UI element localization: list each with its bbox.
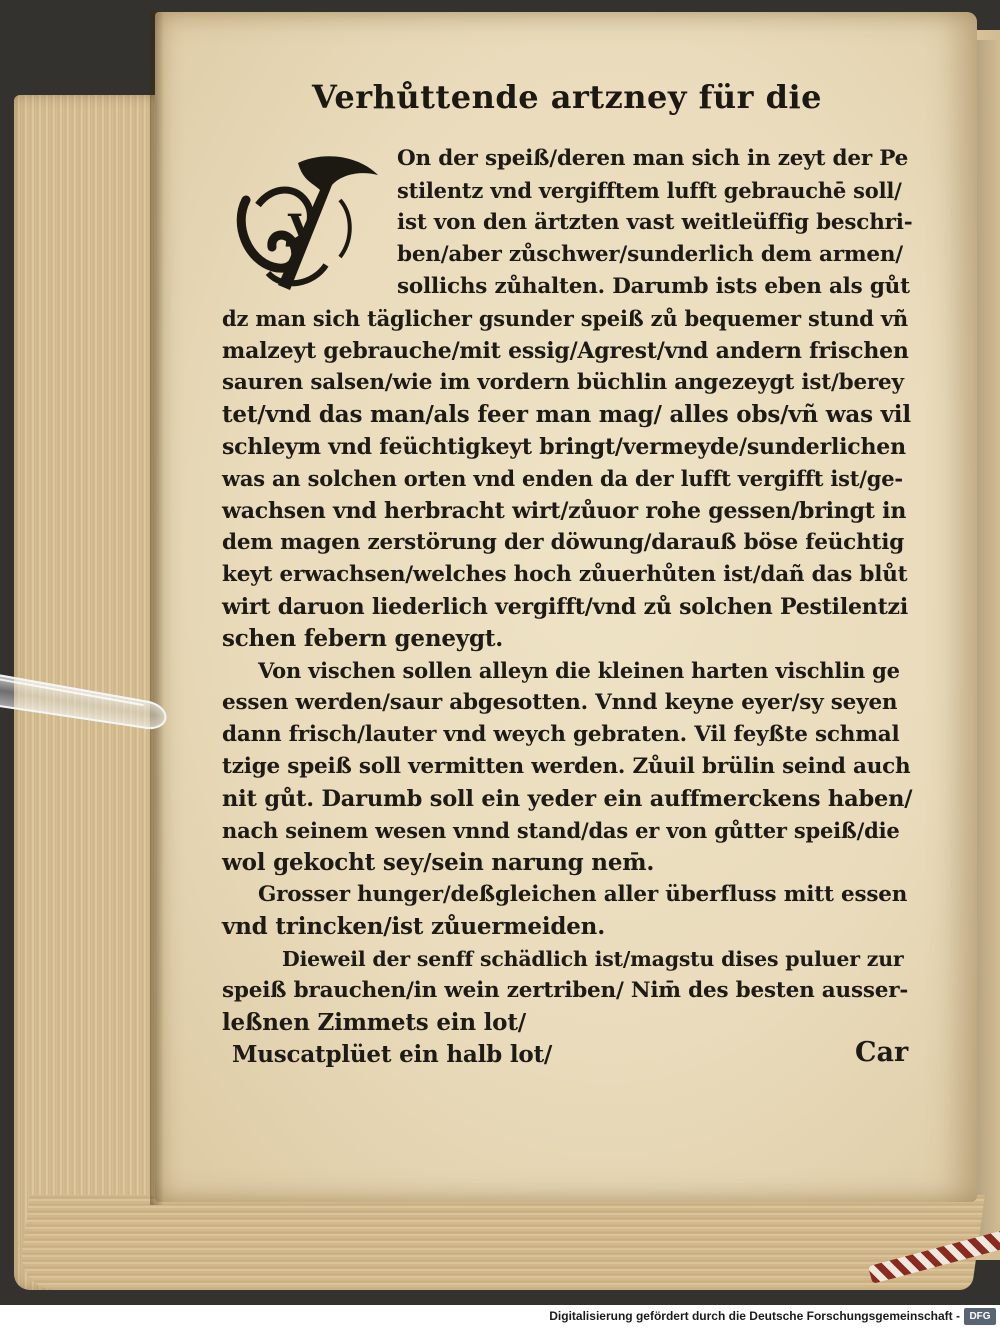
text-line-10: schleym vnd feüchtigkeyt bringt/vermeyde/sunderlichen (222, 434, 906, 460)
text-line-5: sollichs zůhalten. Darumb ists eben als gůt (397, 274, 910, 299)
text-line-12: wachsen vnd herbracht wirt/zůuor rohe gessen/bringt in (222, 498, 907, 524)
text-line-15: wirt daruon liederlich vergifft/vnd zů solchen Pestilentzi (222, 594, 908, 620)
text-line-26: Dieweil der senff schädlich ist/magstu dises puluer zur (282, 947, 904, 971)
page-block-bottom (17, 1195, 985, 1290)
text-line-18: essen werden/saur abgesotten. Vnnd keyne eyer/sy seyen (222, 690, 898, 715)
gutter-shadow (150, 10, 164, 1205)
text-line-22: nach seinem wesen vnnd stand/das er von gůtter speiß/die (222, 818, 900, 843)
text-line-23: wol gekocht sey/sein narung nem̄. (222, 849, 655, 876)
text-line-17: Von vischen sollen alleyn die kleinen harten vischlin ge (258, 658, 900, 683)
text-line-19: dann frisch/lauter vnd weych gebraten. Vil feyßte schmal (222, 722, 900, 747)
text-line-9: tet/vnd das man/als feer man mag/ alles obs/vñ was vil (222, 401, 911, 428)
text-line-29: Muscatplüet ein halb lot/ (232, 1041, 553, 1068)
text-line-21: nit gůt. Darumb soll ein yeder ein auffmerckens haben/ (222, 786, 913, 812)
text-line-20: tzige speiß soll vermitten werden. Zůuil brülin seind auch (222, 754, 911, 779)
initial-letter: V (288, 206, 320, 253)
catchword: Car (855, 1037, 909, 1068)
text-line-28: leßnen Zimmets ein lot/ (222, 1009, 526, 1036)
text-line-13: dem magen zerstörung der döwung/darauß böse feüchtig (222, 530, 905, 555)
funding-credit: Digitalisierung gefördert durch die Deutsche Forschungsgemeinschaft - (549, 1309, 960, 1323)
text-line-16: schen febern geneygt. (222, 625, 504, 652)
text-line-27: speiß brauchen/in wein zertriben/ Nim̄ des besten ausser- (222, 978, 909, 1003)
dfg-logo[interactable]: DFG (964, 1308, 996, 1325)
decorated-initial-v (228, 145, 383, 300)
text-line-25: vnd trincken/ist zůuermeiden. (222, 913, 605, 940)
running-head: Verhůttende artzney für die (312, 78, 823, 116)
text-line-11: was an solchen orten vnd enden da der lufft vergifft ist/ge- (222, 466, 903, 491)
text-line-6: dz man sich täglicher gsunder speiß zů bequemer stund vñ (222, 306, 908, 331)
text-line-24: Grosser hunger/deßgleichen aller überfluss mitt essen (258, 882, 908, 907)
text-line-1: On der speiß/deren man sich in zeyt der Pe (397, 146, 909, 171)
text-line-2: stilentz vnd vergifftem lufft gebrauchē soll/ (397, 178, 902, 203)
text-line-3: ist von den ärtzten vast weitleüffig beschri- (397, 210, 913, 235)
text-line-7: malzeyt gebrauche/mit essig/Agrest/vnd andern frischen (222, 338, 909, 364)
footer-bar (0, 1305, 1000, 1329)
text-line-4: ben/aber zůschwer/sunderlich dem armen/ (397, 242, 903, 267)
text-line-14: keyt erwachsen/welches hoch zůuerhůten ist/dañ das blůt (222, 562, 908, 587)
text-line-8: sauren salsen/wie im vordern büchlin angezeygt ist/berey (222, 370, 904, 395)
